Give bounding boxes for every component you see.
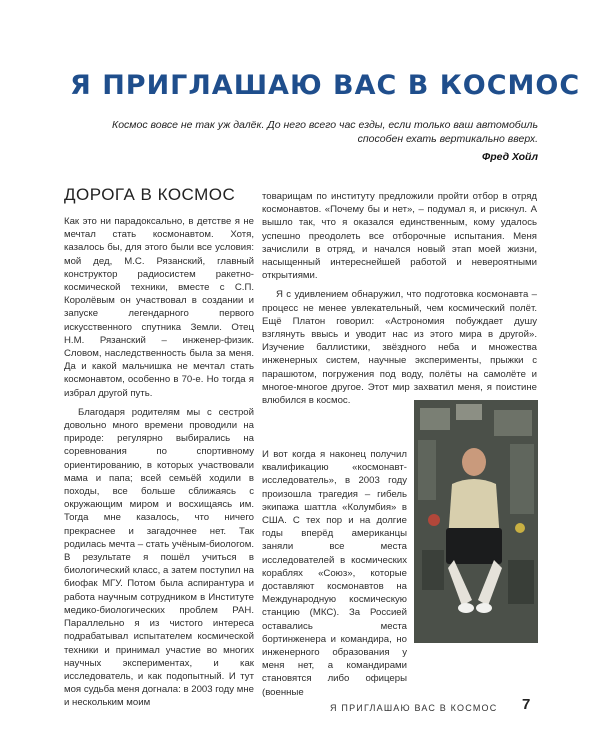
section-heading: ДОРОГА В КОСМОС xyxy=(64,185,236,204)
paragraph: Благодаря родителям мы с сестрой довольно много времени проводили на природе: регулярно выбирались на соревнования по спортивному ориентированию, в которых участвовали мама и папа; всей семьёй ходили в походы, все больше сближаясь с окружающим миром и восхищаясь им. Тогда мне казалось, что ничего прекраснее и загадочнее нет. Так родилась мечта – стать учёным-биологом. В результате я пошёл учиться в биологический класс, а затем поступил на биофак МГУ. Потом была аспирантура и работа научным сотрудником в Институте медико-биологических проблем РАН. Параллельно я из чистого интереса подрабатывал испытателем космической техники и принимал участие во многих научных экспериментах, и как исследователь, и как подопытный. И тут моя судьба меня догнала: в 2003 году мне и нескольким моим xyxy=(64,406,254,709)
running-footer-title: Я ПРИГЛАШАЮ ВАС В КОСМОС xyxy=(330,703,498,713)
paragraph: товарищам по институту предложили пройти отбор в отряд космонавтов. «Почему бы и нет», – подумал я, и рискнул. А вышло так, что я оказался единственным, кому удалось успешно преодолеть все отборочные испытания. Меня зачислили в отряд, и начался новый этап моей жизни, насыщенный интереснейшей работой и невероятными открытиями. xyxy=(262,191,537,282)
text-column-left xyxy=(64,215,254,716)
astronaut-photo-illustration xyxy=(414,400,538,643)
astronaut-photo xyxy=(414,400,538,643)
text-column-wrap xyxy=(262,448,407,705)
paragraph: Как это ни парадоксально, в детстве я не мечтал стать космонавтом. Хотя, казалось бы, для этого были все условия: мой дед, М.С. Рязанский, главный конструктор радиосистем ракетно-космической техники, вместе с С.П. Королёвым он участвовал в создании и запуске легендарного первого искусственного спутника Земли. Отец Н.М. Рязанский – инженер-физик. Словом, наследственность была за меня. Да и какой мальчишка не мечтал стать космонавтом, особенно в 70-е. Но тогда я избрал другой путь. xyxy=(64,216,254,399)
epigraph-quote: Космос вовсе не так уж далёк. До него всего час езды, если только ваш автомобиль способен ехать вертикально вверх. xyxy=(112,119,538,145)
epigraph-author: Фред Хойл xyxy=(482,151,538,163)
page-number: 7 xyxy=(522,696,531,713)
page-title: Я ПРИГЛАШАЮ ВАС В КОСМОС xyxy=(70,70,581,101)
text-column-right xyxy=(262,190,537,413)
paragraph: И вот когда я наконец получил квалификацию «космонавт-исследователь», в 2003 году произошла трагедия – гибель экипажа шаттла «Колумбия» в США. С тех пор и на долгие годы вперёд американцы заняли все места исследователей в космических кораблях «Союз», которые доставляют космонавтов на Международную космическую станцию (МКС). За Россией оставались места бортинженера и командира, но инженерного образования у меня нет, а командирами становятся либо офицеры (военные xyxy=(262,449,407,698)
paragraph: Я с удивлением обнаружил, что подготовка космонавта – процесс не менее увлекательный, чем космический полёт. Ещё Платон говорил: «Астрономия побуждает душу взглянуть ввысь и уводит нас из этого мира в другой». Изучение баллистики, звёздного неба и множества инженерных систем, научные эксперименты, прыжки с парашютом, погружения под воду, полёты на самолёте и многое-многое другое. Этот мир захватил меня, я поистине влюбился в космос. xyxy=(262,289,537,407)
